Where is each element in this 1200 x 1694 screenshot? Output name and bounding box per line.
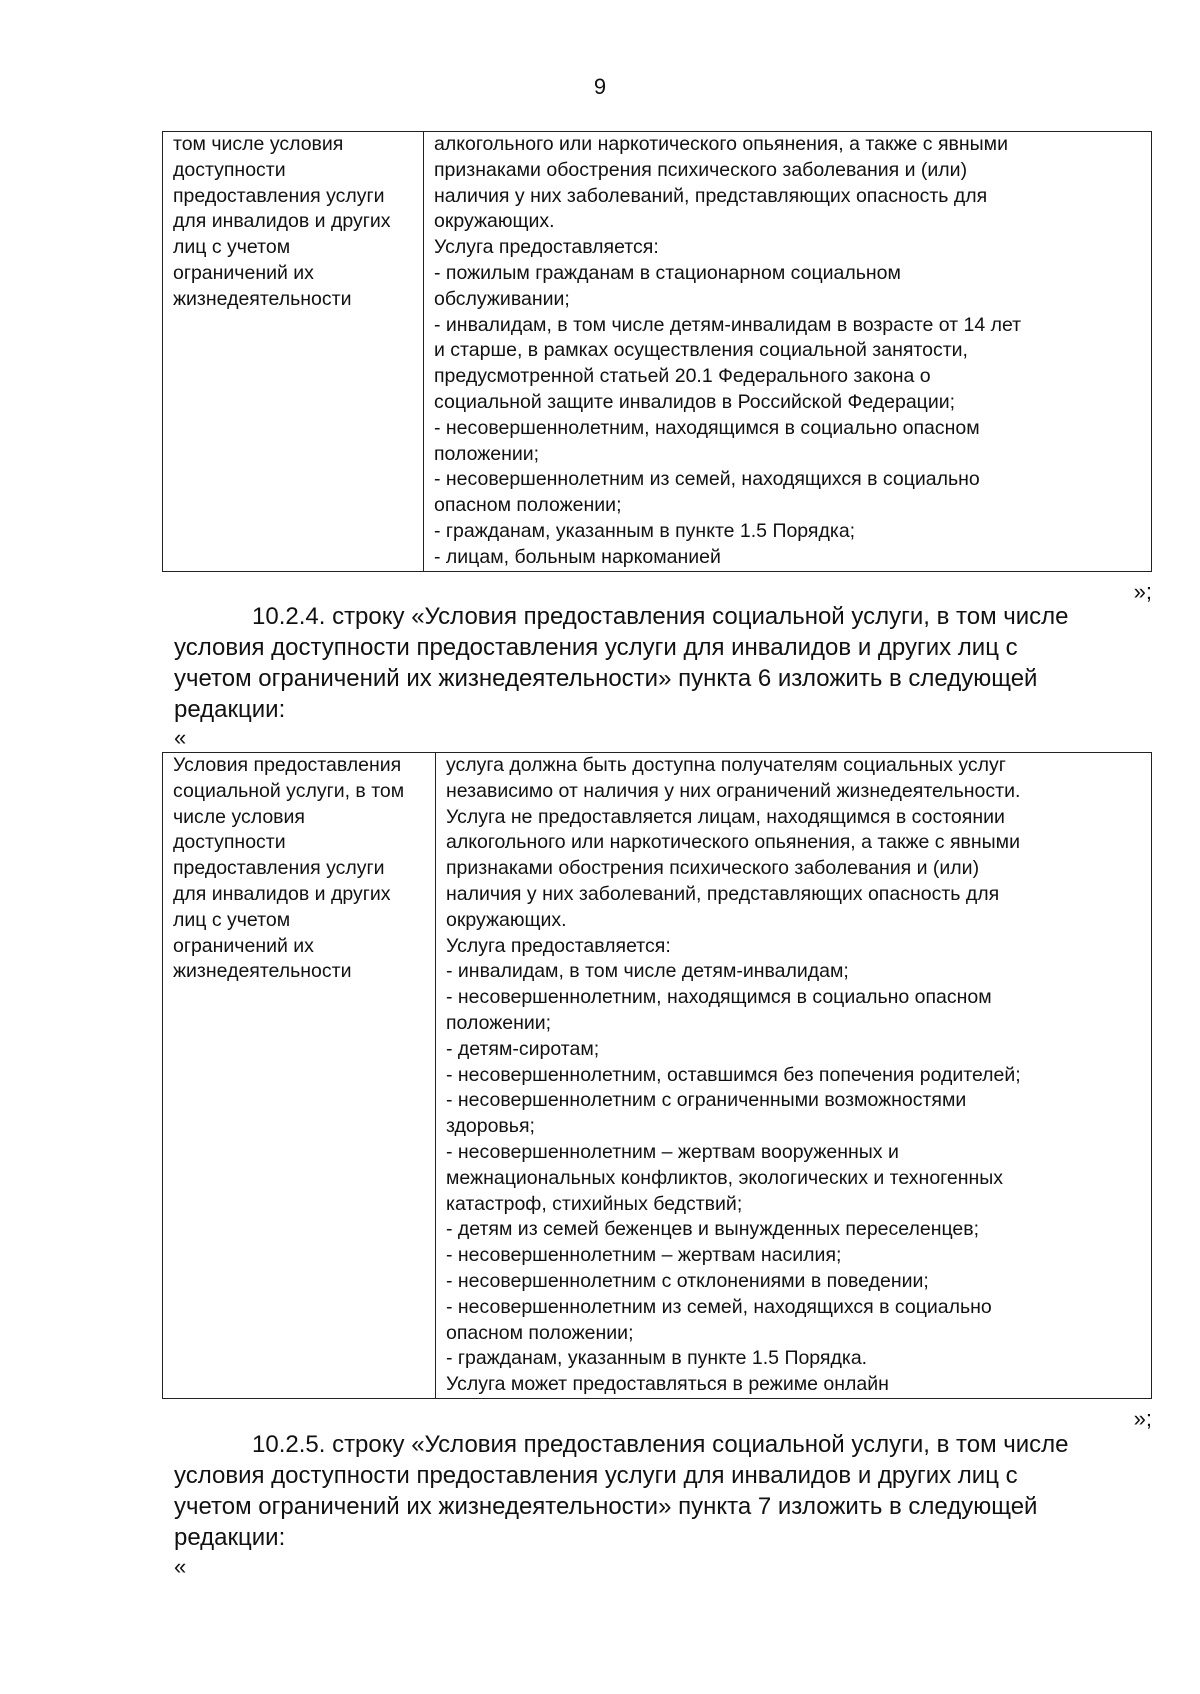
cell-line: наличия у них заболеваний, представляющих опасность для bbox=[446, 882, 1000, 905]
table-cell-criteria bbox=[163, 132, 424, 572]
cell-line: социальной защите инвалидов в Российской Федерации; bbox=[434, 390, 956, 413]
paragraph-line: условия доступности предоставления услуги для инвалидов и других лиц с bbox=[174, 1462, 1018, 1489]
table-cell-criteria bbox=[163, 753, 436, 1399]
cell-line: окружающих. bbox=[434, 210, 555, 233]
cell-line: - несовершеннолетним, оставшимся без попечения родителей; bbox=[446, 1063, 1021, 1086]
cell-line: Услуга предоставляется: bbox=[434, 236, 659, 259]
cell-line: катастроф, стихийных бедствий; bbox=[446, 1192, 743, 1215]
cell-line: независимо от наличия у них ограничений жизнедеятельности. bbox=[446, 779, 1021, 802]
cell-line: числе условия bbox=[173, 805, 305, 828]
cell-line: - несовершеннолетним из семей, находящихся в социально bbox=[434, 468, 980, 491]
cell-line: Условия предоставления bbox=[173, 754, 402, 776]
cell-line: ограничений их bbox=[173, 934, 314, 957]
cell-line: лиц с учетом bbox=[173, 236, 291, 259]
cell-line: - гражданам, указанным в пункте 1.5 Порядка. bbox=[446, 1347, 868, 1370]
paragraph-10-2-5 bbox=[174, 1429, 1152, 1553]
cell-line: - детям-сиротам; bbox=[446, 1037, 600, 1060]
paragraph-line: редакции: bbox=[174, 696, 286, 723]
cell-line: - несовершеннолетним, находящимся в социально опасном bbox=[434, 416, 980, 439]
cell-line: для инвалидов и других bbox=[173, 210, 391, 233]
cell-line: положении; bbox=[446, 1011, 552, 1034]
cell-line: услуга должна быть доступна получателям социальных услуг bbox=[446, 754, 1006, 776]
cell-line: окружающих. bbox=[446, 908, 567, 931]
closing-quote: »; bbox=[1133, 579, 1152, 604]
cell-line: социальной услуги, в том bbox=[173, 779, 405, 802]
closing-quote: »; bbox=[1133, 1406, 1152, 1431]
cell-text-block bbox=[173, 132, 413, 313]
cell-line: том числе условия bbox=[173, 133, 344, 155]
cell-line: обслуживании; bbox=[434, 287, 570, 310]
cell-line: - несовершеннолетним, находящимся в социально опасном bbox=[446, 986, 992, 1009]
cell-text-block bbox=[446, 753, 1141, 1398]
opening-quote: « bbox=[174, 725, 187, 750]
table-cell-description bbox=[424, 132, 1152, 572]
cell-line: для инвалидов и других bbox=[173, 882, 391, 905]
services-table-point-6 bbox=[162, 752, 1152, 1399]
cell-line: - несовершеннолетним с отклонениями в поведении; bbox=[446, 1269, 929, 1292]
cell-line: межнациональных конфликтов, экологических и техногенных bbox=[446, 1166, 1003, 1189]
cell-line: Услуга предоставляется: bbox=[446, 934, 671, 957]
cell-line: жизнедеятельности bbox=[173, 287, 352, 310]
cell-line: - несовершеннолетним – жертвам вооруженных и bbox=[446, 1140, 899, 1163]
cell-line: - детям из семей беженцев и вынужденных переселенцев; bbox=[446, 1218, 980, 1241]
cell-line: наличия у них заболеваний, представляющих опасность для bbox=[434, 184, 988, 207]
cell-line: - несовершеннолетним из семей, находящихся в социально bbox=[446, 1295, 992, 1318]
cell-line: доступности bbox=[173, 158, 286, 181]
paragraph-line: условия доступности предоставления услуги для инвалидов и других лиц с bbox=[174, 634, 1018, 661]
opening-quote: « bbox=[174, 1554, 187, 1579]
cell-line: жизнедеятельности bbox=[173, 960, 352, 983]
page-number: 9 bbox=[593, 74, 607, 99]
table-row bbox=[163, 753, 1152, 1399]
paragraph-line: 10.2.4. строку «Условия предоставления социальной услуги, в том числе bbox=[252, 603, 1069, 630]
cell-line: - гражданам, указанным в пункте 1.5 Порядка; bbox=[434, 519, 856, 542]
cell-line: - несовершеннолетним – жертвам насилия; bbox=[446, 1244, 842, 1267]
cell-line: предусмотренной статьей 20.1 Федерального закона о bbox=[434, 365, 931, 388]
cell-line: предоставления услуги bbox=[173, 184, 385, 207]
cell-line: - несовершеннолетним с ограниченными возможностями bbox=[446, 1089, 967, 1112]
paragraph-line: 10.2.5. строку «Условия предоставления социальной услуги, в том числе bbox=[252, 1431, 1069, 1458]
cell-line: положении; bbox=[434, 442, 540, 465]
cell-line: алкогольного или наркотического опьянения, а также с явными bbox=[446, 831, 1020, 854]
cell-line: - пожилым гражданам в стационарном социальном bbox=[434, 261, 901, 284]
cell-text-block bbox=[434, 132, 1141, 571]
cell-line: признаками обострения психического заболевания и (или) bbox=[434, 158, 968, 181]
table-cell-description bbox=[436, 753, 1152, 1399]
services-table-continued bbox=[162, 131, 1152, 572]
cell-line: и старше, в рамках осуществления социальной занятости, bbox=[434, 339, 968, 362]
cell-line: - инвалидам, в том числе детям-инвалидам; bbox=[446, 960, 849, 983]
cell-line: алкогольного или наркотического опьянения, а также с явными bbox=[434, 133, 1008, 155]
cell-line: опасном положении; bbox=[446, 1321, 634, 1344]
cell-line: доступности bbox=[173, 831, 286, 854]
cell-line: лиц с учетом bbox=[173, 908, 291, 931]
paragraph-line: учетом ограничений их жизнедеятельности» пункта 7 изложить в следующей bbox=[174, 1493, 1038, 1520]
cell-line: предоставления услуги bbox=[173, 857, 385, 880]
cell-line: - инвалидам, в том числе детям-инвалидам в возрасте от 14 лет bbox=[434, 313, 1022, 336]
table-row bbox=[163, 132, 1152, 572]
cell-text-block bbox=[173, 753, 425, 985]
cell-line: признаками обострения психического заболевания и (или) bbox=[446, 857, 980, 880]
paragraph-line: редакции: bbox=[174, 1524, 286, 1551]
cell-line: опасном положении; bbox=[434, 494, 622, 517]
paragraph-10-2-4 bbox=[174, 601, 1152, 725]
cell-line: здоровья; bbox=[446, 1115, 535, 1138]
cell-line: Услуга не предоставляется лицам, находящимся в состоянии bbox=[446, 805, 1005, 828]
cell-line: Услуга может предоставляться в режиме онлайн bbox=[446, 1373, 889, 1396]
cell-line: - лицам, больным наркоманией bbox=[434, 545, 721, 568]
paragraph-line: учетом ограничений их жизнедеятельности» пункта 6 изложить в следующей bbox=[174, 665, 1038, 692]
cell-line: ограничений их bbox=[173, 261, 314, 284]
